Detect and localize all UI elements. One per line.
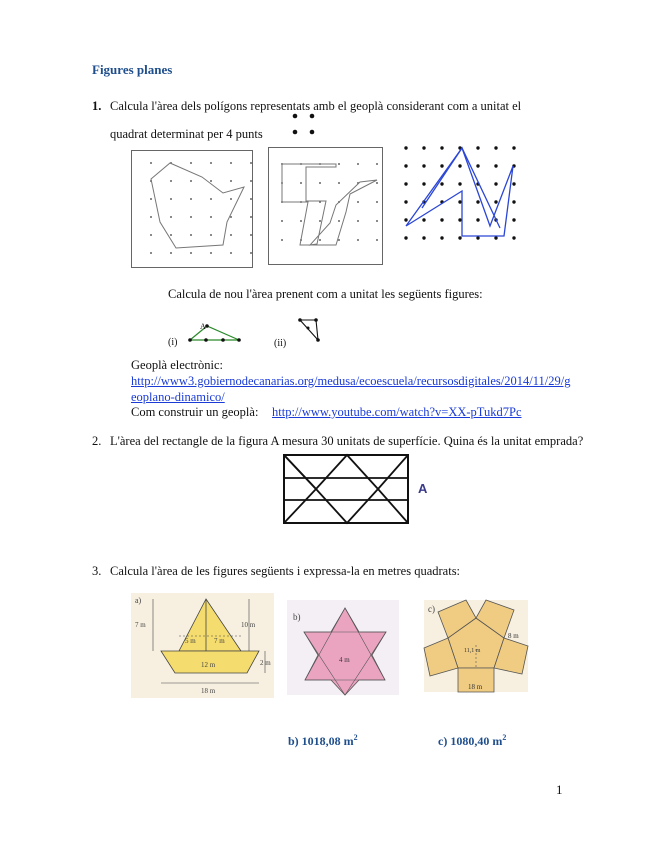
geoboard-peg <box>512 200 515 203</box>
geoboard-peg <box>422 218 425 221</box>
geoboard-peg <box>440 236 443 239</box>
geoboard-peg <box>440 164 443 167</box>
geoboard-peg <box>512 236 515 239</box>
unit-figure-i <box>184 320 246 344</box>
geoboard-peg <box>150 162 152 164</box>
unit-i-letter: A <box>200 322 206 331</box>
geoboard-peg <box>494 146 497 149</box>
geoboard-peg <box>440 146 443 149</box>
geoboard-peg <box>404 182 407 185</box>
geoboard-peg <box>150 198 152 200</box>
geoboard-peg <box>338 220 340 222</box>
geoboard-peg <box>458 200 461 203</box>
fig-a-label: a) <box>135 596 142 605</box>
geoboard-peg <box>190 198 192 200</box>
unit-square-dots <box>288 112 318 138</box>
geoboard-peg <box>494 164 497 167</box>
geoboard-peg <box>458 218 461 221</box>
geoboard-peg <box>422 236 425 239</box>
geoboard-peg <box>476 164 479 167</box>
geoboard-peg <box>422 182 425 185</box>
geoboard-peg <box>210 216 212 218</box>
geoboard-peg <box>150 252 152 254</box>
geoboard-peg <box>281 239 283 241</box>
geoboard-peg <box>404 218 407 221</box>
unit-i-label: (i) <box>168 337 178 348</box>
geoboard-1 <box>131 150 253 268</box>
q2-number: 2. <box>92 434 102 448</box>
geoboard-peg <box>404 200 407 203</box>
geoboard-peg <box>250 234 252 236</box>
geoboard-peg <box>190 252 192 254</box>
unit-figure-ii <box>296 316 326 346</box>
fig-b-label: b) <box>293 612 301 622</box>
geoboard-peg <box>210 234 212 236</box>
fig-a-7m: 7 m <box>135 621 146 629</box>
fig-a-7m-b: 7 m <box>214 637 225 645</box>
geoboard-peg <box>357 239 359 241</box>
geoboard-peg <box>230 162 232 164</box>
geoboard-peg <box>250 216 252 218</box>
geoboard-peg <box>512 182 515 185</box>
geoboard-peg <box>458 164 461 167</box>
geoplano-link-cont[interactable]: eoplano-dinamico/ <box>131 390 225 404</box>
boat-figure <box>131 593 274 698</box>
q2-text: L'àrea del rectangle de la figura A mesura 30 unitats de superfície. Quina és la unitat emprada? <box>110 434 584 448</box>
pentagon-figure <box>424 600 528 692</box>
geoboard-peg <box>210 180 212 182</box>
geoboard-peg <box>476 146 479 149</box>
geoboard-peg <box>170 252 172 254</box>
geoboard-peg <box>512 218 515 221</box>
geoboard-peg <box>230 180 232 182</box>
unit-ii-label: (ii) <box>274 338 287 349</box>
geoboard-peg <box>300 220 302 222</box>
q1-subtext: Calcula de nou l'àrea prenent com a unitat les següents figures: <box>168 287 483 301</box>
fig-c-label: c) <box>428 604 435 614</box>
geoboard-peg <box>250 198 252 200</box>
geoboard-peg <box>319 182 321 184</box>
geoboard-peg <box>422 164 425 167</box>
geoboard-peg <box>300 182 302 184</box>
geoboard-peg <box>210 252 212 254</box>
answer-b: b) 1018,08 $m^2$ <box>288 733 358 748</box>
geoboard-peg <box>210 198 212 200</box>
geoboard-peg <box>458 182 461 185</box>
geoboard-3 <box>400 146 525 236</box>
geoboard-2 <box>268 147 383 265</box>
geoboard-peg <box>250 180 252 182</box>
fig-a-2m: 2 m <box>260 659 271 667</box>
geoboard-peg <box>440 218 443 221</box>
geoboard-peg <box>281 220 283 222</box>
geoboard-peg <box>376 163 378 165</box>
geoboard-peg <box>338 163 340 165</box>
geoboard-peg <box>190 180 192 182</box>
geoboard-peg <box>357 163 359 165</box>
geoboard-peg <box>190 162 192 164</box>
q3-number: 3. <box>92 564 102 578</box>
geoplano-link[interactable]: http://www3.gobiernodecanarias.org/medusa/ecoescuela/recursosdigitales/2014/11/29/g <box>131 374 571 388</box>
fig-c-8m: 8 m <box>508 632 519 640</box>
geoboard-peg <box>494 200 497 203</box>
q1-number: 1. <box>92 99 102 113</box>
geoboard-peg <box>170 180 172 182</box>
page-number: 1 <box>556 782 563 797</box>
fig-a-12m: 12 m <box>201 661 216 669</box>
geoboard-peg <box>150 216 152 218</box>
geoboard-peg <box>494 236 497 239</box>
geoboard-peg <box>357 220 359 222</box>
geoboard-peg <box>170 216 172 218</box>
geoboard-peg <box>404 146 407 149</box>
rectangle-figure-a <box>283 454 409 524</box>
geoboard-peg <box>376 239 378 241</box>
geoboard-peg <box>458 236 461 239</box>
geoboard-peg <box>319 239 321 241</box>
geoboard-peg <box>376 201 378 203</box>
geoboard-peg <box>190 216 192 218</box>
figure-a-label: A <box>418 481 428 496</box>
howto-label: Com construir un geoplà: <box>131 405 259 419</box>
geoboard-peg <box>404 236 407 239</box>
geoboard-peg <box>476 236 479 239</box>
geoboard-peg <box>250 252 252 254</box>
geoboard-peg <box>404 164 407 167</box>
page-title: Figures planes <box>92 62 173 77</box>
geoboard-peg <box>319 220 321 222</box>
geoboard-peg <box>512 146 515 149</box>
youtube-link[interactable]: http://www.youtube.com/watch?v=XX-pTukd7Pc <box>272 405 522 419</box>
geoboard-peg <box>440 182 443 185</box>
q1-text2: quadrat determinat per 4 punts <box>110 127 263 141</box>
geoboard-peg <box>376 220 378 222</box>
geoboard-peg <box>170 234 172 236</box>
geoboard-peg <box>150 234 152 236</box>
geoboard-peg <box>422 146 425 149</box>
answer-c: c) 1080,40 $m^2$ <box>438 733 507 748</box>
geoboard-peg <box>338 239 340 241</box>
geoboard-peg <box>190 234 192 236</box>
q1-text: Calcula l'àrea dels polígons representats amb el geoplà considerant com a unitat el <box>110 99 522 113</box>
geoboard-peg <box>476 218 479 221</box>
geoboard-peg <box>250 162 252 164</box>
geoboard-peg <box>230 252 232 254</box>
fig-a-5m: 5 m <box>185 637 196 645</box>
star-figure <box>287 600 399 695</box>
geoboard-peg <box>338 182 340 184</box>
q3-text: Calcula l'àrea de les figures següents i expressa-la en metres quadrats: <box>110 564 461 578</box>
fig-a-10m: 10 m <box>241 621 256 629</box>
geoboard-peg <box>210 162 212 164</box>
geoboard-peg <box>230 198 232 200</box>
geo-label: Geoplà electrònic: <box>131 358 223 372</box>
geoboard-peg <box>230 234 232 236</box>
geoboard-peg <box>170 198 172 200</box>
fig-c-18m: 18 m <box>468 683 483 691</box>
geoboard-peg <box>476 200 479 203</box>
fig-b-4m: 4 m <box>339 656 350 664</box>
geoboard-peg <box>376 182 378 184</box>
fig-c-11m: 11,1 m <box>464 648 481 654</box>
geoboard-peg <box>357 201 359 203</box>
geoboard-peg <box>494 182 497 185</box>
fig-a-18m: 18 m <box>201 687 216 695</box>
